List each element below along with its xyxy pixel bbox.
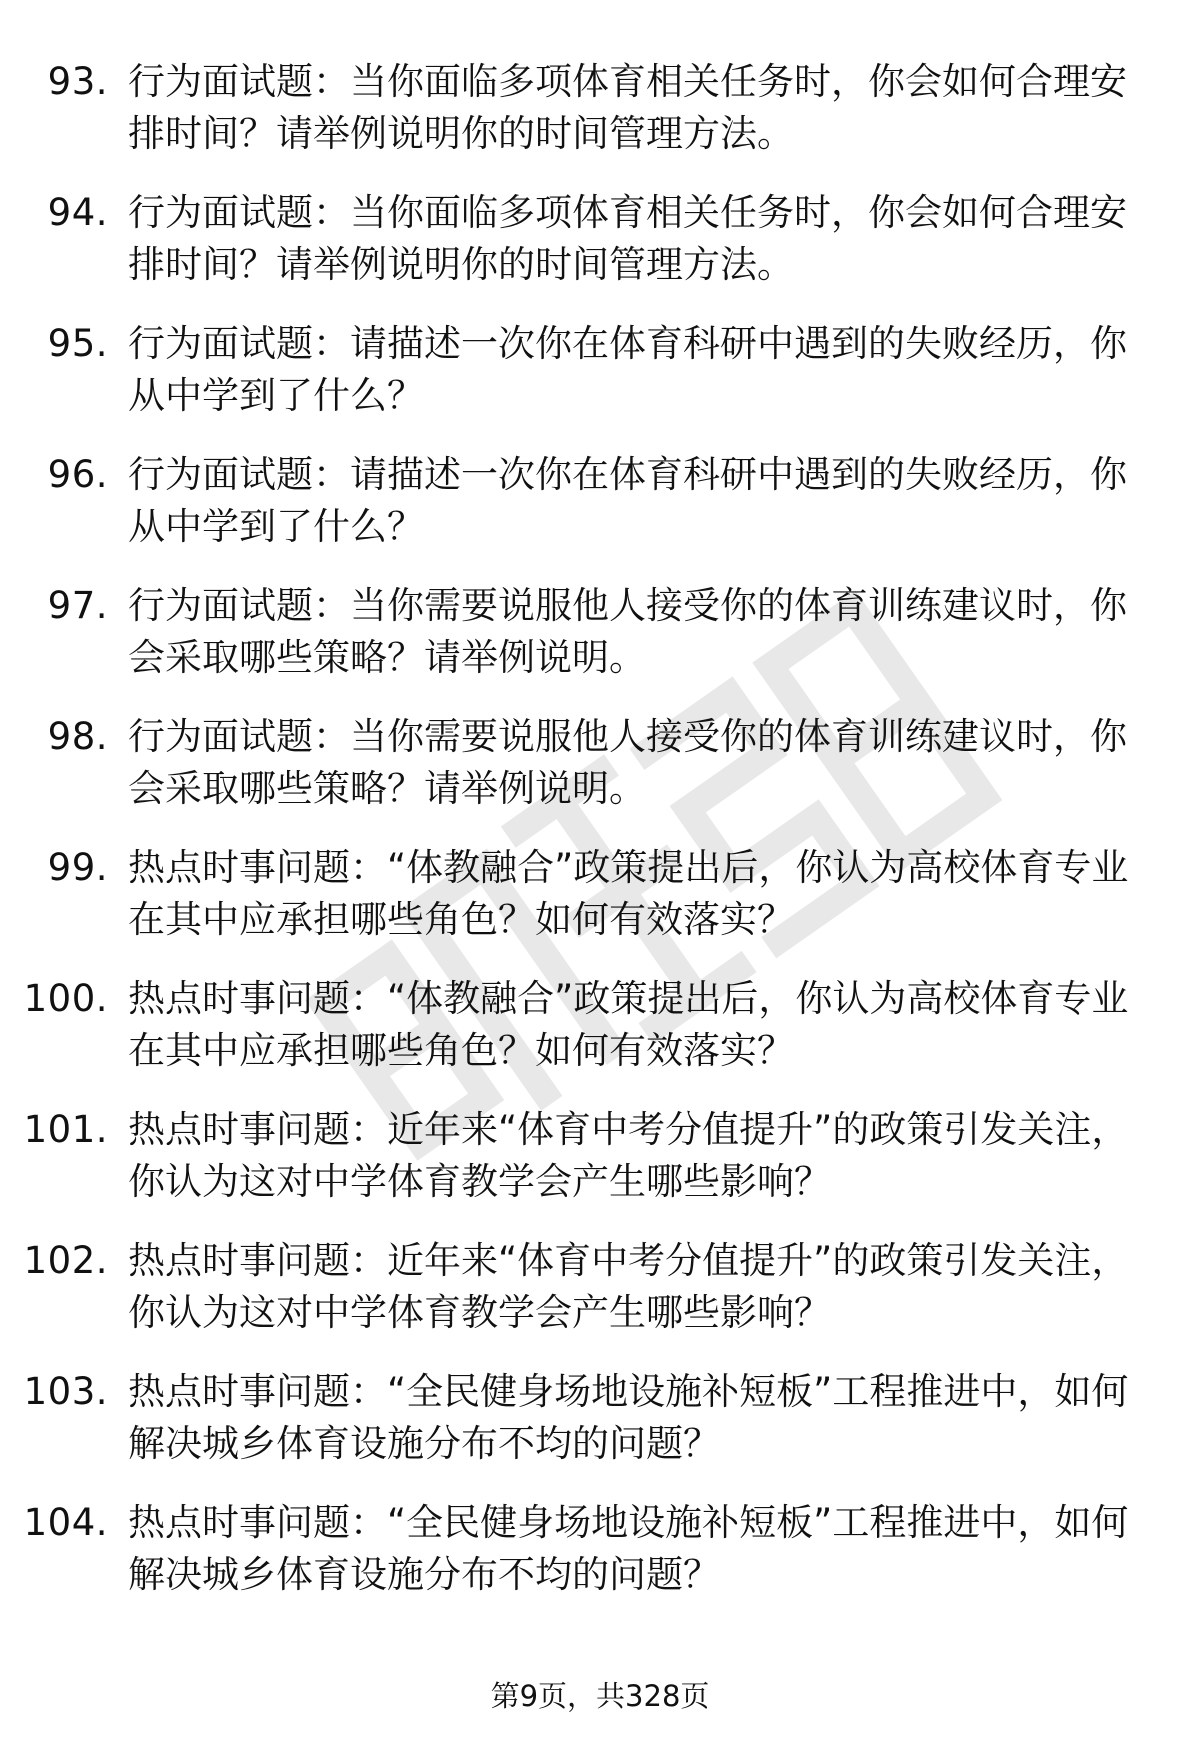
question-number: 95.	[47, 322, 108, 365]
question-number: 104.	[23, 1501, 108, 1544]
list-item	[0, 1497, 1200, 1628]
question-text: 热点时事问题：“体教融合”政策提出后，你认为高校体育专业在其中应承担哪些角色？如何有效落实？	[128, 846, 1129, 941]
question-number: 93.	[47, 60, 108, 103]
question-number: 99.	[47, 846, 108, 889]
question-number: 97.	[47, 584, 108, 627]
question-number: 100.	[23, 977, 108, 1020]
list-item	[0, 449, 1200, 580]
question-text: 行为面试题：当你需要说服他人接受你的体育训练建议时，你会采取哪些策略？请举例说明。	[128, 715, 1127, 810]
question-text: 热点时事问题：“全民健身场地设施补短板”工程推进中，如何解决城乡体育设施分布不均的问题？	[128, 1370, 1129, 1465]
question-number: 96.	[47, 453, 108, 496]
question-text: 行为面试题：当你面临多项体育相关任务时，你会如何合理安排时间？请举例说明你的时间管理方法。	[128, 191, 1127, 286]
list-item	[0, 711, 1200, 842]
question-list	[0, 56, 1200, 1628]
question-number: 101.	[23, 1108, 108, 1151]
question-text: 行为面试题：请描述一次你在体育科研中遇到的失败经历，你从中学到了什么？	[128, 453, 1127, 548]
question-number: 102.	[23, 1239, 108, 1282]
list-item	[0, 1104, 1200, 1235]
question-text: 行为面试题：当你面临多项体育相关任务时，你会如何合理安排时间？请举例说明你的时间管理方法。	[128, 60, 1127, 155]
list-item	[0, 187, 1200, 318]
question-text: 热点时事问题：近年来“体育中考分值提升”的政策引发关注，你认为这对中学体育教学会产生哪些影响？	[128, 1108, 1129, 1203]
list-item	[0, 1366, 1200, 1497]
list-item	[0, 580, 1200, 711]
list-item	[0, 1235, 1200, 1366]
question-text: 热点时事问题：“体教融合”政策提出后，你认为高校体育专业在其中应承担哪些角色？如何有效落实？	[128, 977, 1129, 1072]
list-item	[0, 56, 1200, 187]
question-text: 行为面试题：当你需要说服他人接受你的体育训练建议时，你会采取哪些策略？请举例说明。	[128, 584, 1127, 679]
page-footer	[0, 1676, 1200, 1716]
question-text: 行为面试题：请描述一次你在体育科研中遇到的失败经历，你从中学到了什么？	[128, 322, 1127, 417]
question-text: 热点时事问题：“全民健身场地设施补短板”工程推进中，如何解决城乡体育设施分布不均的问题？	[128, 1501, 1129, 1596]
question-number: 103.	[23, 1370, 108, 1413]
question-text: 热点时事问题：近年来“体育中考分值提升”的政策引发关注，你认为这对中学体育教学会产生哪些影响？	[128, 1239, 1129, 1334]
question-number: 94.	[47, 191, 108, 234]
question-number: 98.	[47, 715, 108, 758]
list-item	[0, 973, 1200, 1104]
list-item	[0, 842, 1200, 973]
page-number-label: 第9页，共328页	[490, 1679, 710, 1713]
list-item	[0, 318, 1200, 449]
